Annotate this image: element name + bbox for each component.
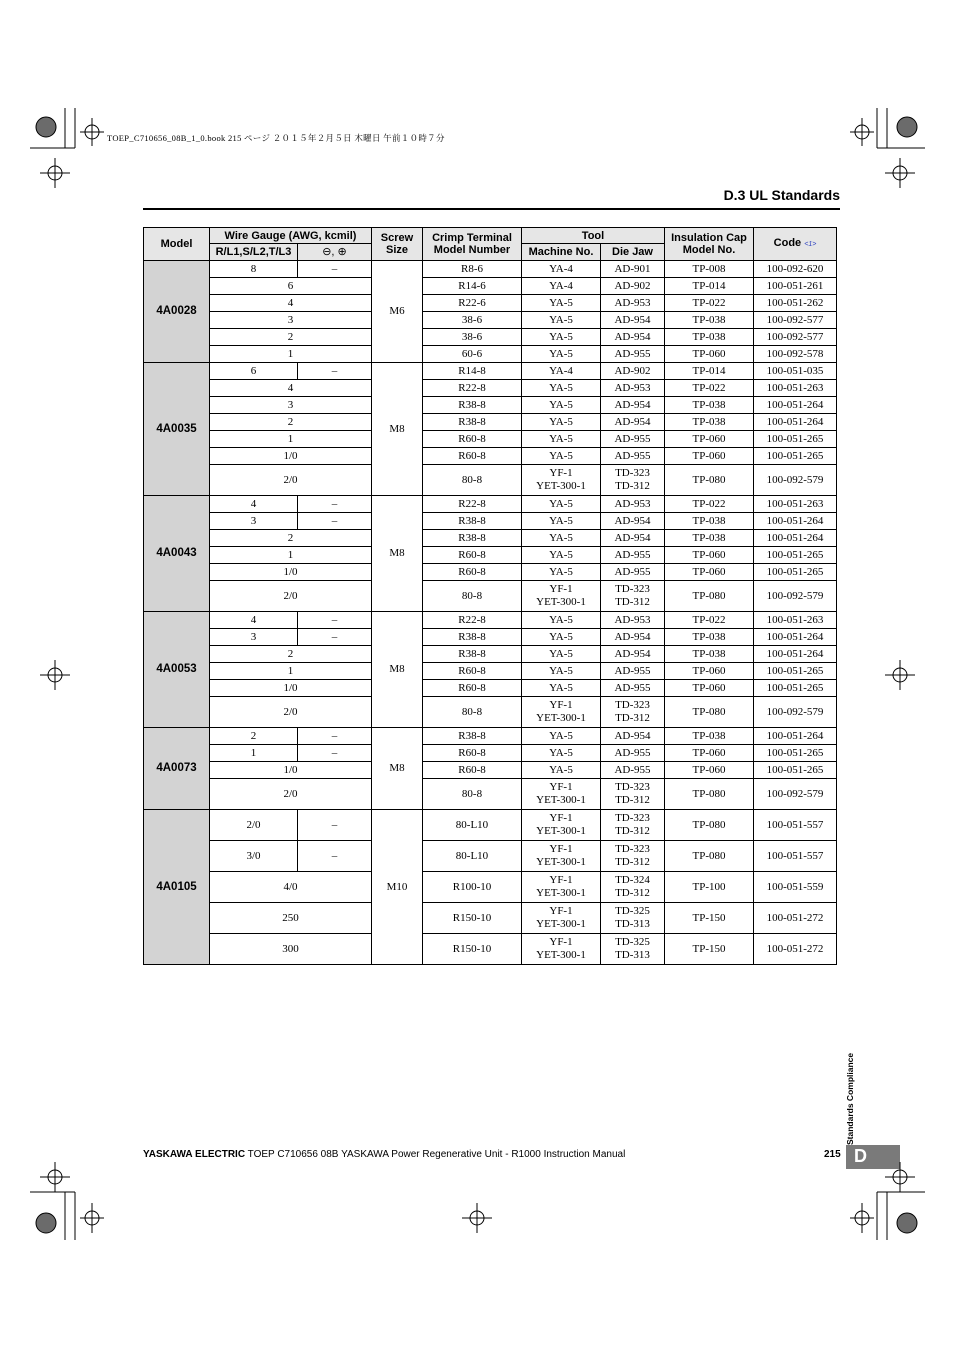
code-cell: 100-092-579	[754, 697, 837, 728]
insulation-cap-cell: TP-038	[665, 629, 754, 646]
crimp-terminal-cell: R150-10	[423, 934, 522, 965]
machine-no-cell-line2: YET-300-1	[536, 596, 586, 608]
insulation-cap-cell: TP-022	[665, 380, 754, 397]
machine-no-cell: YA-5	[522, 547, 601, 564]
die-jaw-cell-line2: TD-312	[615, 596, 650, 608]
code-cell: 100-051-264	[754, 646, 837, 663]
die-jaw-cell-line1: TD-323	[615, 467, 650, 479]
wire-gauge-combined: 2/0	[210, 779, 372, 810]
wire-gauge-dc: –	[298, 810, 372, 841]
code-cell: 100-051-264	[754, 414, 837, 431]
wire-gauge-combined: 1	[210, 663, 372, 680]
machine-no-cell-line2: YET-300-1	[536, 712, 586, 724]
die-jaw-cell: AD-954	[601, 530, 665, 547]
die-jaw-cell-line2: TD-312	[615, 887, 650, 899]
machine-no-cell-line1: YF-1	[549, 812, 573, 824]
wire-gauge-combined: 4	[210, 380, 372, 397]
machine-no-cell-line1: YF-1	[549, 467, 573, 479]
footer-brand: YASKAWA ELECTRIC	[143, 1149, 246, 1160]
machine-no-cell-line1: YF-1	[549, 781, 573, 793]
machine-no-cell-line1: YF-1	[549, 874, 573, 886]
die-jaw-cell-line1: TD-323	[615, 781, 650, 793]
machine-no-cell-line2: YET-300-1	[536, 825, 586, 837]
die-jaw-cell-line1: TD-324	[615, 874, 650, 886]
insulation-cap-cell: TP-100	[665, 872, 754, 903]
insulation-cap-cell: TP-014	[665, 363, 754, 380]
code-cell: 100-092-577	[754, 329, 837, 346]
machine-no-cell: YA-5	[522, 346, 601, 363]
crimp-terminal-cell: R38-8	[423, 728, 522, 745]
machine-no-cell-line2: YET-300-1	[536, 949, 586, 961]
insulation-cap-cell: TP-060	[665, 564, 754, 581]
code-cell: 100-051-035	[754, 363, 837, 380]
machine-no-cell: YA-5	[522, 745, 601, 762]
die-jaw-cell: AD-955	[601, 680, 665, 697]
col-crimp-terminal: Crimp Terminal Model Number	[423, 228, 522, 261]
die-jaw-cell: AD-954	[601, 414, 665, 431]
code-cell: 100-051-264	[754, 397, 837, 414]
insulation-cap-cell: TP-060	[665, 431, 754, 448]
machine-no-cell: YA-5	[522, 414, 601, 431]
die-jaw-cell-line1: TD-325	[615, 936, 650, 948]
machine-no-cell-line1: YF-1	[549, 936, 573, 948]
model-cell: 4A0105	[144, 810, 210, 965]
crimp-terminal-cell: R60-8	[423, 680, 522, 697]
die-jaw-cell-line1: TD-323	[615, 843, 650, 855]
crimp-terminal-cell: R22-6	[423, 295, 522, 312]
code-cell: 100-092-579	[754, 465, 837, 496]
wire-gauge-combined: 300	[210, 934, 372, 965]
code-cell: 100-051-264	[754, 530, 837, 547]
machine-no-cell: YA-5	[522, 612, 601, 629]
die-jaw-cell-line2: TD-313	[615, 949, 650, 961]
die-jaw-cell-line2: TD-312	[615, 856, 650, 868]
section-title: D.3 UL Standards	[723, 187, 840, 203]
col-code-label: Code	[773, 237, 802, 249]
registration-mark-icon	[40, 118, 915, 1233]
wire-gauge-combined: 2/0	[210, 465, 372, 496]
code-cell: 100-051-265	[754, 762, 837, 779]
wire-gauge-dc: –	[298, 841, 372, 872]
crimp-terminal-cell: R22-8	[423, 380, 522, 397]
crimp-terminal-cell: R22-8	[423, 612, 522, 629]
wire-gauge-dc: –	[298, 728, 372, 745]
wire-gauge-combined: 4/0	[210, 872, 372, 903]
die-jaw-cell: AD-901	[601, 261, 665, 278]
die-jaw-cell-line2: TD-312	[615, 480, 650, 492]
col-model: Model	[144, 228, 210, 261]
col-insulation-cap: Insulation Cap Model No.	[665, 228, 754, 261]
machine-no-cell: YA-5	[522, 329, 601, 346]
code-cell: 100-051-263	[754, 496, 837, 513]
die-jaw-cell: AD-954	[601, 513, 665, 530]
code-cell: 100-092-578	[754, 346, 837, 363]
insulation-cap-cell: TP-060	[665, 680, 754, 697]
machine-no-cell: YA-5	[522, 448, 601, 465]
machine-no-cell-line2: YET-300-1	[536, 918, 586, 930]
machine-no-cell-line1: YF-1	[549, 699, 573, 711]
machine-no-cell: YA-5	[522, 397, 601, 414]
die-jaw-cell-line2: TD-312	[615, 794, 650, 806]
code-cell: 100-051-265	[754, 431, 837, 448]
wire-gauge-combined: 2	[210, 414, 372, 431]
insulation-cap-cell: TP-060	[665, 762, 754, 779]
machine-no-cell: YA-5	[522, 530, 601, 547]
machine-no-cell-line2: YET-300-1	[536, 480, 586, 492]
insulation-cap-cell: TP-038	[665, 513, 754, 530]
wire-gauge-combined: 1/0	[210, 680, 372, 697]
wire-gauge-main: 2/0	[210, 810, 298, 841]
code-cell: 100-092-579	[754, 581, 837, 612]
screw-size-cell: M8	[372, 496, 423, 612]
wire-gauge-combined: 2/0	[210, 581, 372, 612]
insulation-cap-cell: TP-060	[665, 745, 754, 762]
wire-gauge-combined: 250	[210, 903, 372, 934]
crimp-terminal-cell: 80-8	[423, 697, 522, 728]
die-jaw-cell-line1: TD-325	[615, 905, 650, 917]
crimp-terminal-cell: 80-L10	[423, 841, 522, 872]
machine-no-cell: YA-5	[522, 312, 601, 329]
die-jaw-cell: AD-955	[601, 663, 665, 680]
die-jaw-cell-line1: TD-323	[615, 699, 650, 711]
model-cell: 4A0043	[144, 496, 210, 612]
crop-marks	[30, 108, 925, 1240]
insulation-cap-cell: TP-022	[665, 612, 754, 629]
insulation-cap-cell: TP-150	[665, 903, 754, 934]
wire-gauge-dc: –	[298, 363, 372, 380]
wire-gauge-main: 4	[210, 612, 298, 629]
wire-gauge-combined: 3	[210, 397, 372, 414]
machine-no-cell-line2: YET-300-1	[536, 887, 586, 899]
die-jaw-cell: AD-954	[601, 312, 665, 329]
code-cell: 100-051-264	[754, 728, 837, 745]
color-disc-icon	[36, 117, 917, 1233]
machine-no-cell: YA-4	[522, 363, 601, 380]
insulation-cap-cell: TP-080	[665, 841, 754, 872]
wire-gauge-dc: –	[298, 261, 372, 278]
crimp-terminal-cell: 60-6	[423, 346, 522, 363]
code-cell: 100-051-263	[754, 380, 837, 397]
die-jaw-cell-line1: TD-323	[615, 812, 650, 824]
crimp-terminal-cell: R38-8	[423, 530, 522, 547]
code-cell: 100-051-264	[754, 513, 837, 530]
machine-no-cell: YA-5	[522, 762, 601, 779]
code-footnote-ref[interactable]: <1>	[804, 241, 817, 248]
crimp-terminal-cell: R60-8	[423, 663, 522, 680]
insulation-cap-cell: TP-038	[665, 646, 754, 663]
wire-gauge-combined: 2/0	[210, 697, 372, 728]
screw-size-cell: M10	[372, 810, 423, 965]
wire-gauge-combined: 4	[210, 295, 372, 312]
insulation-cap-cell: TP-060	[665, 547, 754, 564]
machine-no-cell-line1: YF-1	[549, 843, 573, 855]
wire-gauge-dc: –	[298, 629, 372, 646]
crimp-terminal-cell: 38-6	[423, 312, 522, 329]
footer-manual: TOEP C710656 08B YASKAWA Power Regenerative Unit - R1000 Instruction Manual	[247, 1149, 626, 1160]
wire-gauge-dc: –	[298, 745, 372, 762]
code-cell: 100-051-265	[754, 745, 837, 762]
code-cell: 100-051-557	[754, 810, 837, 841]
code-cell: 100-051-559	[754, 872, 837, 903]
die-jaw-cell: AD-953	[601, 612, 665, 629]
machine-no-cell: YA-5	[522, 380, 601, 397]
model-cell: 4A0073	[144, 728, 210, 810]
die-jaw-cell: AD-955	[601, 448, 665, 465]
wire-gauge-combined: 2	[210, 646, 372, 663]
wire-gauge-combined: 2	[210, 329, 372, 346]
wire-gauge-combined: 1	[210, 547, 372, 564]
machine-no-cell: YA-5	[522, 295, 601, 312]
wire-gauge-dc: –	[298, 513, 372, 530]
crimp-terminal-cell: R22-8	[423, 496, 522, 513]
die-jaw-cell-line2: TD-312	[615, 712, 650, 724]
machine-no-cell-line2: YET-300-1	[536, 856, 586, 868]
crimp-terminal-cell: R38-8	[423, 646, 522, 663]
die-jaw-cell: AD-954	[601, 397, 665, 414]
machine-no-cell: YA-5	[522, 629, 601, 646]
page-number: 215	[824, 1149, 841, 1160]
wire-gauge-combined: 6	[210, 278, 372, 295]
die-jaw-cell: AD-954	[601, 728, 665, 745]
machine-no-cell: YA-5	[522, 663, 601, 680]
crimp-terminal-cell: R14-8	[423, 363, 522, 380]
machine-no-cell-line2: YET-300-1	[536, 794, 586, 806]
screw-size-cell: M6	[372, 261, 423, 363]
code-cell: 100-051-272	[754, 903, 837, 934]
model-cell: 4A0053	[144, 612, 210, 728]
die-jaw-cell: AD-902	[601, 363, 665, 380]
machine-no-cell: YA-4	[522, 261, 601, 278]
col-wire-dc: ⊖, ⊕	[298, 244, 372, 261]
crimp-terminal-cell: R60-8	[423, 564, 522, 581]
machine-no-cell: YA-4	[522, 278, 601, 295]
wire-gauge-main: 1	[210, 745, 298, 762]
insulation-cap-cell: TP-080	[665, 779, 754, 810]
crimp-terminal-cell: R38-8	[423, 414, 522, 431]
wire-gauge-dc: –	[298, 496, 372, 513]
code-cell: 100-051-262	[754, 295, 837, 312]
crimp-terminal-cell: R38-8	[423, 513, 522, 530]
crimp-terminal-cell: 80-L10	[423, 810, 522, 841]
screw-size-cell: M8	[372, 728, 423, 810]
insulation-cap-cell: TP-038	[665, 414, 754, 431]
wire-gauge-main: 2	[210, 728, 298, 745]
col-wire-main: R/L1,S/L2,T/L3	[210, 244, 298, 261]
insulation-cap-cell: TP-008	[665, 261, 754, 278]
insulation-cap-cell: TP-150	[665, 934, 754, 965]
die-jaw-cell: AD-955	[601, 431, 665, 448]
crimp-terminal-cell: R38-8	[423, 397, 522, 414]
crimp-terminal-cell: R100-10	[423, 872, 522, 903]
crimp-terminal-cell: R60-8	[423, 448, 522, 465]
insulation-cap-cell: TP-080	[665, 810, 754, 841]
col-die-jaw: Die Jaw	[601, 244, 665, 261]
insulation-cap-cell: TP-038	[665, 530, 754, 547]
die-jaw-cell: AD-955	[601, 547, 665, 564]
wire-gauge-dc: –	[298, 612, 372, 629]
die-jaw-cell: AD-954	[601, 629, 665, 646]
die-jaw-cell-line2: TD-313	[615, 918, 650, 930]
wire-gauge-main: 6	[210, 363, 298, 380]
insulation-cap-cell: TP-022	[665, 496, 754, 513]
code-cell: 100-092-620	[754, 261, 837, 278]
col-machine-no: Machine No.	[522, 244, 601, 261]
screw-size-cell: M8	[372, 363, 423, 496]
code-cell: 100-051-264	[754, 629, 837, 646]
die-jaw-cell: AD-955	[601, 564, 665, 581]
wire-gauge-combined: 2	[210, 530, 372, 547]
crimp-terminal-cell: R150-10	[423, 903, 522, 934]
machine-no-cell-line1: YF-1	[549, 583, 573, 595]
machine-no-cell: YA-5	[522, 431, 601, 448]
crimp-terminal-cell: R60-8	[423, 762, 522, 779]
wire-gauge-combined: 3	[210, 312, 372, 329]
col-tool: Tool	[522, 228, 665, 244]
die-jaw-cell: AD-953	[601, 496, 665, 513]
crimp-terminal-cell: 80-8	[423, 465, 522, 496]
insulation-cap-cell: TP-080	[665, 465, 754, 496]
machine-no-cell: YA-5	[522, 513, 601, 530]
code-cell: 100-092-579	[754, 779, 837, 810]
chapter-side-label: Standards Compliance	[845, 1052, 855, 1145]
chapter-tab-letter: D	[854, 1146, 867, 1166]
machine-no-cell: YA-5	[522, 564, 601, 581]
machine-no-cell: YA-5	[522, 646, 601, 663]
code-cell: 100-051-265	[754, 564, 837, 581]
insulation-cap-cell: TP-038	[665, 397, 754, 414]
die-jaw-cell: AD-902	[601, 278, 665, 295]
wire-gauge-combined: 1	[210, 346, 372, 363]
code-cell: 100-051-557	[754, 841, 837, 872]
wire-gauge-main: 4	[210, 496, 298, 513]
die-jaw-cell: AD-953	[601, 295, 665, 312]
die-jaw-cell-line2: TD-312	[615, 825, 650, 837]
code-cell: 100-092-577	[754, 312, 837, 329]
insulation-cap-cell: TP-014	[665, 278, 754, 295]
col-screw-size: Screw Size	[372, 228, 423, 261]
insulation-cap-cell: TP-080	[665, 697, 754, 728]
wire-gauge-combined: 1	[210, 431, 372, 448]
insulation-cap-cell: TP-038	[665, 312, 754, 329]
code-cell: 100-051-265	[754, 663, 837, 680]
crimp-terminal-cell: R60-8	[423, 547, 522, 564]
die-jaw-cell: AD-955	[601, 762, 665, 779]
machine-no-cell: YA-5	[522, 680, 601, 697]
insulation-cap-cell: TP-080	[665, 581, 754, 612]
crimp-terminal-cell: 38-6	[423, 329, 522, 346]
crimp-terminal-cell: R38-8	[423, 629, 522, 646]
wire-gauge-main: 3	[210, 513, 298, 530]
crimp-terminal-cell: R60-8	[423, 745, 522, 762]
code-cell: 100-051-261	[754, 278, 837, 295]
model-cell: 4A0028	[144, 261, 210, 363]
insulation-cap-cell: TP-038	[665, 728, 754, 745]
code-cell: 100-051-265	[754, 547, 837, 564]
crimp-terminal-cell: R8-6	[423, 261, 522, 278]
wire-gauge-main: 3/0	[210, 841, 298, 872]
insulation-cap-cell: TP-038	[665, 329, 754, 346]
code-cell: 100-051-272	[754, 934, 837, 965]
die-jaw-cell: AD-955	[601, 745, 665, 762]
wire-gauge-combined: 1/0	[210, 564, 372, 581]
machine-no-cell: YA-5	[522, 496, 601, 513]
code-cell: 100-051-265	[754, 680, 837, 697]
crimp-terminal-cell: R60-8	[423, 431, 522, 448]
insulation-cap-cell: TP-060	[665, 448, 754, 465]
wire-gauge-combined: 1/0	[210, 762, 372, 779]
die-jaw-cell: AD-953	[601, 380, 665, 397]
col-wire-gauge: Wire Gauge (AWG, kcmil)	[210, 228, 372, 244]
machine-no-cell: YA-5	[522, 728, 601, 745]
code-cell: 100-051-265	[754, 448, 837, 465]
wire-gauge-main: 8	[210, 261, 298, 278]
die-jaw-cell-line1: TD-323	[615, 583, 650, 595]
die-jaw-cell: AD-954	[601, 646, 665, 663]
code-cell: 100-051-263	[754, 612, 837, 629]
crimp-terminal-cell: R14-6	[423, 278, 522, 295]
book-header-line: TOEP_C710656_08B_1_0.book 215 ページ ２０１５年２月５日 木曜日 午前１０時７分	[107, 133, 445, 143]
insulation-cap-cell: TP-060	[665, 663, 754, 680]
die-jaw-cell: AD-955	[601, 346, 665, 363]
insulation-cap-cell: TP-022	[665, 295, 754, 312]
wire-gauge-combined: 1/0	[210, 448, 372, 465]
die-jaw-cell: AD-954	[601, 329, 665, 346]
crimp-terminal-cell: 80-8	[423, 779, 522, 810]
model-cell: 4A0035	[144, 363, 210, 496]
screw-size-cell: M8	[372, 612, 423, 728]
crimp-terminal-cell: 80-8	[423, 581, 522, 612]
insulation-cap-cell: TP-060	[665, 346, 754, 363]
machine-no-cell-line1: YF-1	[549, 905, 573, 917]
wire-gauge-main: 3	[210, 629, 298, 646]
